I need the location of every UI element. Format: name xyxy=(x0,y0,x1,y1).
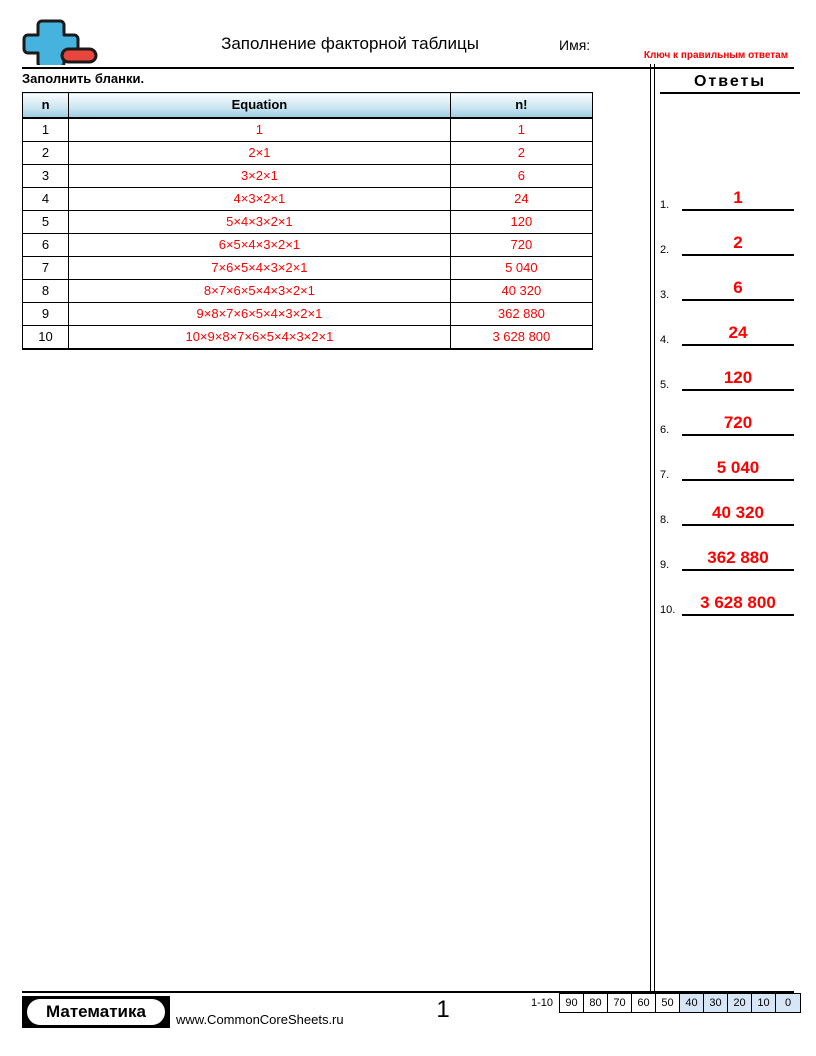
factorial-table xyxy=(22,92,593,350)
cell-n: 6 xyxy=(23,234,69,257)
answer-key-item xyxy=(660,273,794,301)
score-cell: 70 xyxy=(608,994,632,1012)
answer-number: 6. xyxy=(660,424,670,436)
score-cell: 40 xyxy=(680,994,704,1012)
cell-equation: 4×3×2×1 xyxy=(69,188,451,211)
table-row xyxy=(23,142,593,165)
divider-line-left xyxy=(650,64,651,994)
cell-equation: 1 xyxy=(69,118,451,142)
answer-number: 9. xyxy=(660,559,670,571)
score-cell: 0 xyxy=(776,994,800,1012)
cell-n: 9 xyxy=(23,303,69,326)
score-cell: 90 xyxy=(560,994,584,1012)
header-divider-rule xyxy=(22,67,794,69)
table-row xyxy=(23,188,593,211)
cell-equation: 5×4×3×2×1 xyxy=(69,211,451,234)
instruction-text: Заполнить бланки. xyxy=(22,71,145,86)
cell-n: 8 xyxy=(23,280,69,303)
cell-equation: 8×7×6×5×4×3×2×1 xyxy=(69,280,451,303)
answer-key-item xyxy=(660,228,794,256)
answer-value: 120 xyxy=(723,368,753,387)
table-row xyxy=(23,280,593,303)
answer-number: 3. xyxy=(660,289,670,301)
cell-factorial: 6 xyxy=(450,165,592,188)
column-header-equation: Equation xyxy=(69,93,451,119)
cell-factorial: 3 628 800 xyxy=(450,326,592,350)
answer-value: 1 xyxy=(733,188,743,207)
brand-label: Математика xyxy=(46,1002,146,1021)
name-label: Имя: xyxy=(559,37,591,53)
page-header xyxy=(0,0,816,68)
score-scale xyxy=(531,993,801,1013)
cell-factorial: 2 xyxy=(450,142,592,165)
cell-n: 10 xyxy=(23,326,69,350)
cell-equation: 6×5×4×3×2×1 xyxy=(69,234,451,257)
cell-n: 7 xyxy=(23,257,69,280)
brand-badge xyxy=(22,996,170,1028)
cell-equation: 10×9×8×7×6×5×4×3×2×1 xyxy=(69,326,451,350)
brand-pill xyxy=(27,999,165,1025)
score-cell: 80 xyxy=(584,994,608,1012)
cell-equation: 7×6×5×4×3×2×1 xyxy=(69,257,451,280)
score-cell-group xyxy=(559,993,801,1013)
answer-number: 1. xyxy=(660,199,670,211)
table-header-row xyxy=(23,93,593,119)
cell-equation: 9×8×7×6×5×4×3×2×1 xyxy=(69,303,451,326)
answer-key-badge: Ключ к правильным ответам xyxy=(643,50,789,61)
answer-number: 8. xyxy=(660,514,670,526)
score-cell: 30 xyxy=(704,994,728,1012)
cell-n: 2 xyxy=(23,142,69,165)
answer-number: 10. xyxy=(660,604,676,616)
answer-key-item xyxy=(660,588,794,616)
cell-factorial: 362 880 xyxy=(450,303,592,326)
score-cell: 60 xyxy=(632,994,656,1012)
table-row xyxy=(23,257,593,280)
answers-heading: Ответы xyxy=(660,72,800,94)
answer-value: 362 880 xyxy=(707,548,769,567)
answer-key-item xyxy=(660,543,794,571)
page-title: Заполнение факторной таблицы xyxy=(221,34,479,53)
score-range-label: 1-10 xyxy=(531,997,554,1009)
answer-value: 40 320 xyxy=(712,503,764,522)
answer-key-item xyxy=(660,318,794,346)
cell-equation: 3×2×1 xyxy=(69,165,451,188)
page-number: 1 xyxy=(436,996,450,1023)
plus-minus-logo-icon xyxy=(22,17,98,65)
answer-number: 5. xyxy=(660,379,670,391)
cell-factorial: 24 xyxy=(450,188,592,211)
table-row xyxy=(23,234,593,257)
column-header-factorial: n! xyxy=(450,93,592,119)
table-row xyxy=(23,303,593,326)
cell-factorial: 40 320 xyxy=(450,280,592,303)
cell-n: 3 xyxy=(23,165,69,188)
answer-key-item xyxy=(660,363,794,391)
cell-factorial: 720 xyxy=(450,234,592,257)
cell-n: 1 xyxy=(23,118,69,142)
table-row xyxy=(23,326,593,350)
cell-factorial: 120 xyxy=(450,211,592,234)
answer-value: 2 xyxy=(733,233,743,252)
table-row xyxy=(23,118,593,142)
answer-value: 24 xyxy=(728,323,748,342)
answer-key-item xyxy=(660,498,794,526)
answer-value: 3 628 800 xyxy=(700,593,776,612)
answer-key-item xyxy=(660,183,794,211)
cell-factorial: 5 040 xyxy=(450,257,592,280)
table-row xyxy=(23,211,593,234)
table-row xyxy=(23,165,593,188)
cell-n: 4 xyxy=(23,188,69,211)
column-header-n: n xyxy=(23,93,69,119)
answer-value: 5 040 xyxy=(716,458,760,477)
score-cell: 20 xyxy=(728,994,752,1012)
answer-key-item xyxy=(660,408,794,436)
cell-n: 5 xyxy=(23,211,69,234)
site-url: www.CommonCoreSheets.ru xyxy=(176,1012,344,1027)
answer-key-item xyxy=(660,453,794,481)
answer-value: 720 xyxy=(723,413,753,432)
answer-number: 7. xyxy=(660,469,670,481)
answer-number: 2. xyxy=(660,244,670,256)
divider-line-right xyxy=(654,64,655,994)
answer-number: 4. xyxy=(660,334,670,346)
score-cell: 10 xyxy=(752,994,776,1012)
answer-value: 6 xyxy=(733,278,743,297)
section-divider xyxy=(650,64,656,994)
score-cell: 50 xyxy=(656,994,680,1012)
cell-factorial: 1 xyxy=(450,118,592,142)
cell-equation: 2×1 xyxy=(69,142,451,165)
